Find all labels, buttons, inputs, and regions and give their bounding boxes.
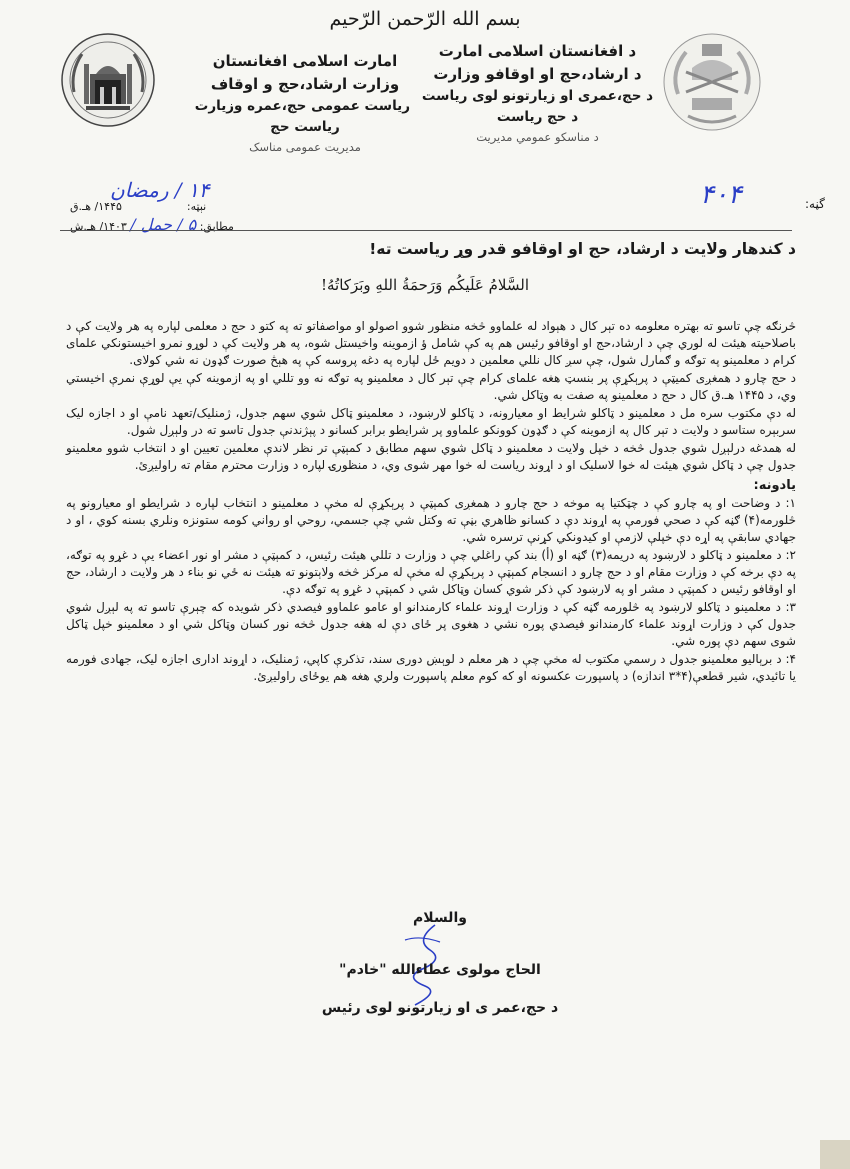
signatory-title: د حج،عمر ی او زیارتونو لوی رئیس xyxy=(321,1000,559,1016)
note-item: ۲: د معلمینو د ټاکلو د لارښود په دریمه(۳) ګڼه او (أ) بند کې راغلي چې د وزارت د تللي هیئت رئیس، د کمېټې د مشر او نور اعضاء یې د غړو په توګه، په دې برخه کې د وزارت مقام او د حج چارو د انسجام کمېټې د پرېکړې له مخې له مرکز څخه ولاېتونو ته هیئت نه ځي نو بناء د هر ولایت د ارشاد، حج او اوقافو رئیس د کمېټې د مشر او په لارښود کې ذکر شوي کسان وټاکل شي د کمېټې د غړو په توګه دې. xyxy=(66,548,796,596)
date-hijri: ۱۴۴۵/ هـ.ق xyxy=(70,200,122,213)
notes-title: یادونه: xyxy=(753,478,796,493)
scan-corner xyxy=(820,1140,850,1169)
number-label: گڼه: xyxy=(805,197,825,211)
header-fa-line4: ریاست حج xyxy=(270,119,340,135)
header-ps-line3: د حج،عمری او زیارتونو لوی ریاست xyxy=(421,88,654,104)
header-fa-line3: ریاست عمومی حج،عمره وزیارت xyxy=(194,98,410,114)
date-match-row xyxy=(70,215,234,234)
addressee: د کندهار ولایت د ارشاد، حج او اوقافو قدر وړ ریاست ته! xyxy=(369,240,796,258)
date-hand-value: ۱۴ / رمضان xyxy=(110,178,210,202)
bismillah-heading: بسم الله الرّحمن الرّحیم xyxy=(329,8,521,30)
header-ps-line4: د حج ریاست xyxy=(496,109,579,125)
note-item: ۳: د معلمینو د ټاکلو لارښود په څلورمه ګڼه کې د وزارت اړوند علماء کارمندانو او عامو علماوو فیصدي ذکر شویده که چېرې تاسو ته په لېږل شوي جدول کې د وزارت اړوند علماء کارمندانو فیصدي پوره نشي د هغوی پر ځای دې له هغه جدول څخه نور کسان وټاکل شي او د معلمینو خپل ټاکل شوی سهم دې پوره شي. xyxy=(66,600,796,648)
paragraph: څرنګه چې تاسو ته بهتره معلومه ده تېر کال د هېواد له علماوو څخه منظور شوو اصولو او مواصفاتو ته په کتو د حج د معلمی لپاره په هر ولایت کې د باصلاحیته هیئت له لوري چې د ارشاد،حج او اوقافو رئیس هم په کې شامل ؤ ازموینه واخیستل شوه، په هر ولایت کې د لوړو نمرو اخیستونکي علمای کرام د معلمینو په توګه و ګمارل شول، چې سږ کال نللي معلمین د دویم ځل لپاره په دغه پروسه کې په هېڅ صورت ګډون نه شي کولای. xyxy=(66,319,796,367)
header-fa-line2: وزارت ارشاد،حج و اوقاف xyxy=(210,75,400,93)
note-item: ۱: د وضاحت او په چارو کې د چټکتیا په موخه د حج چارو د همغږی کمېټې د پرېکړې له مخې د معلمینو د انتخاب لپاره د شرایطو او معیارونو په څلورمه(۴) ګڼه کې د صحي فورمې په اړوند دې د کسانو ظاهري بڼې ته وکتل شي چې جسمي، روحي او رواني کومه ستونزه ونلري بسنه کوي ، او د جهادي سابقې په اړه دې خپلې لازمې او کیدونکي کړنې ترسره شي. xyxy=(66,496,796,544)
paragraph: د حج چارو د همغږی کمیټې د پرېکړې پر بنسټ هغه علمای کرام چې تېر کال د معلمینو په توګه نه وو تللي او په ازموینه کې یې لوړې نمرې اخیستي وي، د ۱۴۴۵ هـ.ق کال د حج د معلمینو په صفت به وټاکل شي. xyxy=(66,371,796,402)
date-match-hand: ۵ / حمل / xyxy=(130,215,197,234)
match-label: مطابق: xyxy=(199,220,234,233)
header-ps-line2: د ارشاد،حج او اوقافو وزارت xyxy=(433,65,642,83)
header-ps-line1: د افغانستان اسلامی امارت xyxy=(438,42,637,60)
closing-text: والسلام xyxy=(413,910,467,926)
header-divider xyxy=(60,230,792,231)
note-item: ۴: د برېالیو معلمینو جدول د رسمي مکتوب له مخې چې د هر معلم د لوېښ دوری سند، تذکرې کاپي، ژمنلیک، د اړوند اداری اجازه لیک، جهادی فورمه یا تائیدي، شیر قطعې(۴*۳ اندازه) د پاسپورت عکسونه او که کوم معلم پاسپورت ولري هغه هم یوځای راولیږئ. xyxy=(66,652,796,683)
date-handwritten xyxy=(110,178,209,202)
signatory-name: الحاج مولوی عطاءالله "خادم" xyxy=(339,962,541,978)
header-fa-line1: امارت اسلامی افغانستان xyxy=(212,52,398,70)
date-shamsi: ۱۴۰۳/ هـ.ش xyxy=(70,220,127,233)
paragraph: له دې مکتوب سره مل د معلمینو د ټاکلو شرایط او معیارونه، د ټاکلو لارښود، د معلمینو ټاکل شوي سهم جدول، ژمنلیک/تعهد نامې او د اجازه لیک سربېره ستاسو د ولایت د تېر کال په ازموینه کې د ګډون کوونکو علماوو پر شرایطو برابر کسانو د پېژندنې جدول تاسو ته در ولېږل شول. xyxy=(66,406,796,437)
emirate-emblem-icon xyxy=(662,32,762,132)
persian-header xyxy=(194,50,410,157)
date-row xyxy=(70,200,206,213)
paragraph: له همدغه درلېږل شوي جدول څخه د خپل ولایت د معلمینو د ټاکل شوي سهم مطابق د کمېټې تر نظر لاندې معلمین تعیین او د انتخاب شوو معلمینو جدول چې د ټاکل شوي هیئت له خوا لاسلیک او د اړوند ریاست له خوا مهر شوی وي، د منظورۍ لپاره د وزارت محترم مقام ته راولیږئ. xyxy=(66,441,796,472)
number-value: ۴۰۴ xyxy=(700,180,742,210)
letter-body xyxy=(66,318,796,686)
salutation: السَّلامُ عَلَیکُم وَرَحمَةُ اللهِ وبَرَکاتُهُ! xyxy=(320,276,529,294)
pashto-header xyxy=(420,40,655,147)
header-ps-line5: د مناسکو عمومي مدیریت xyxy=(476,130,599,144)
ministry-emblem-icon xyxy=(60,32,156,128)
date-label: نېټه: xyxy=(186,200,207,213)
header-fa-line5: مدیریت عمومی مناسک xyxy=(249,140,361,154)
